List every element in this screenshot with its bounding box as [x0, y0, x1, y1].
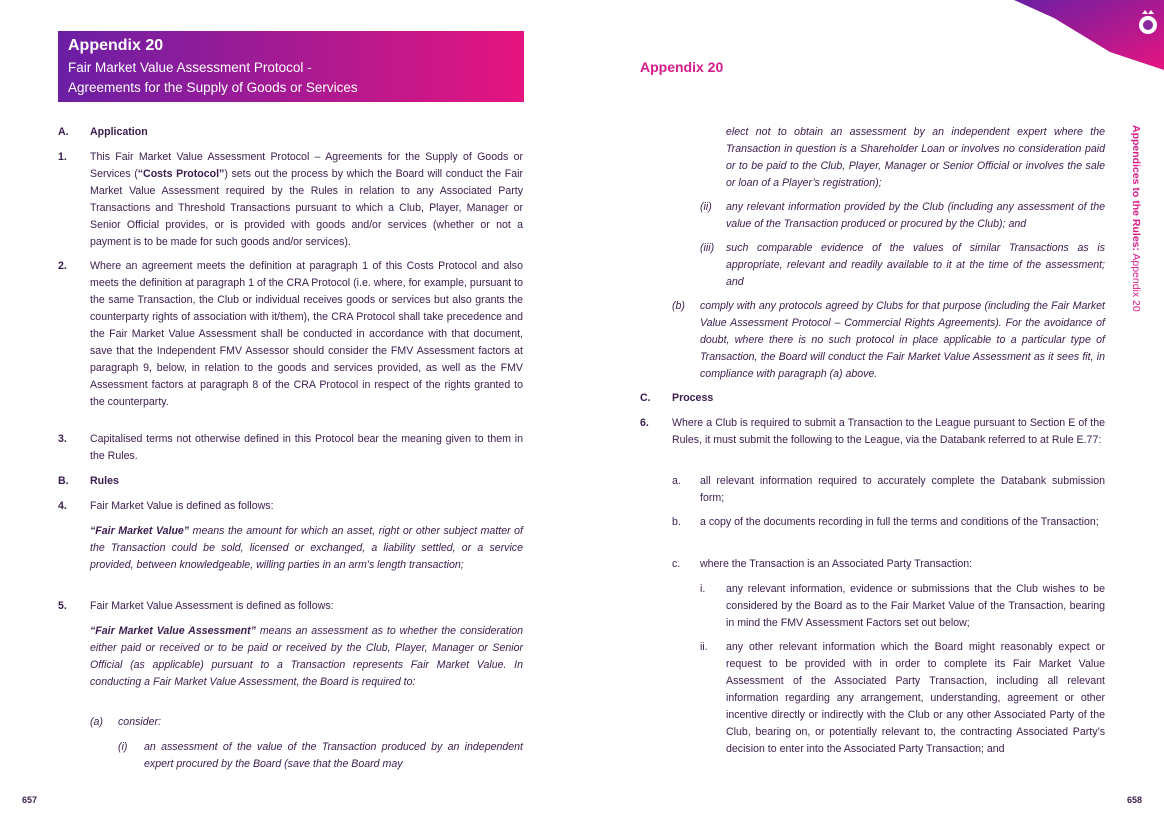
- section-c-title: Process: [672, 392, 714, 404]
- list-label-ii: (ii): [700, 201, 712, 213]
- list-text-ci: any relevant information, evidence or submissions that the Club wishes to be considered by the Board as to the Fair Market Value of the Transaction, bearing in mind the FMV Assessment Factors set out below;: [726, 583, 1105, 629]
- list-label-a: (a): [90, 716, 103, 728]
- section-b-label: B.: [58, 475, 69, 487]
- header-title: Appendix 20: [68, 37, 164, 54]
- list-text-ii: any relevant information provided by the Club (including any assessment of the value of the Transaction produced or procured by the Club); and: [726, 201, 1105, 230]
- paragraph-number: 4.: [58, 500, 67, 512]
- section-c-label: C.: [640, 392, 651, 404]
- definition-fmv-assessment: “Fair Market Value Assessment” means an assessment as to whether the consideration either paid or received or to be paid or received by the Club, Player, Manager or Senior Official (as applicable) pursuant to a Transaction represents Fair Market Value. In conducting a Fair Market Value Assessment, the Board is required to:: [90, 625, 523, 688]
- paragraph-number: 2.: [58, 260, 67, 272]
- paragraph-4: Fair Market Value is defined as follows:: [90, 500, 274, 512]
- list-label-a: a.: [672, 475, 681, 487]
- list-text-c: where the Transaction is an Associated Party Transaction:: [700, 558, 973, 570]
- list-text-a: all relevant information required to accurately complete the Databank submission form;: [700, 475, 1105, 504]
- list-label-b: b.: [672, 516, 681, 528]
- right-page-title: Appendix 20: [640, 59, 724, 75]
- list-label-c: c.: [672, 558, 681, 570]
- section-a-label: A.: [58, 126, 69, 138]
- definition-fair-market-value: “Fair Market Value” means the amount for which an asset, right or other subject matter of the Transaction could be sold, licensed or exchanged, a liability settled, or a service provided, between knowledgeable, willing parties in an arm’s length transaction;: [90, 525, 523, 571]
- paragraph-2: Where an agreement meets the definition at paragraph 1 of this Costs Protocol and also meets the definition at paragraph 1 of the CRA Protocol (i.e. where, for example, pursuant to the same Transaction, the Club or individual receives goods or services but also grants the counterparty rights of association with it/them), the CRA Protocol shall take precedence and the Fair Market Value Assessment shall be conducted in accordance with that document, save that the Independent FMV Assessor should consider the FMV Assessment factors at paragraph 9, below, in relation to the goods and services provided, as well as the FMV Assessment factors at paragraph 8 of the CRA Protocol in respect of the rights granted to the counterparty.: [90, 260, 523, 408]
- list-text-i: an assessment of the value of the Transaction produced by an independent expert procured by the Board (save that the Board may: [144, 741, 523, 770]
- appendix-header-box: [58, 31, 524, 102]
- paragraph-number: 6.: [640, 417, 649, 429]
- page-number-right: 658: [1127, 795, 1143, 805]
- header-subtitle: Fair Market Value Assessment Protocol - Agreements for the Supply of Goods or Services: [68, 60, 358, 95]
- list-label-b: (b): [672, 300, 685, 312]
- paragraph-number: 1.: [58, 151, 67, 163]
- list-label-ci: i.: [700, 583, 706, 595]
- paragraph-6: Where a Club is required to submit a Transaction to the League pursuant to Section E of the Rules, it must submit the following to the League, via the Databank referred to at Rule E.77:: [672, 417, 1105, 446]
- paragraph-5: Fair Market Value Assessment is defined as follows:: [90, 600, 334, 612]
- page-number-left: 657: [22, 795, 38, 805]
- list-text-a: consider:: [118, 716, 161, 728]
- paragraph-number: 5.: [58, 600, 67, 612]
- paragraph-1: This Fair Market Value Assessment Protocol – Agreements for the Supply of Goods or Services (“Costs Protocol”) sets out the process by which the Board will conduct the Fair Market Value Assessment required by the Rules in relation to any Associated Party Transactions and Threshold Transactions pursuant to which a Club, Player, Manager or Senior Official provides, or is provided with goods and/or services (whether or not a payment is to be made for such goods and/or services).: [90, 151, 524, 248]
- list-text-b: a copy of the documents recording in full the terms and conditions of the Transaction;: [700, 516, 1099, 528]
- paragraph-number: 3.: [58, 433, 67, 445]
- paragraph-3: Capitalised terms not otherwise defined in this Protocol bear the meaning given to them in the Rules.: [90, 433, 523, 462]
- section-b-title: Rules: [90, 475, 119, 487]
- section-a-title: Application: [90, 126, 148, 138]
- list-text-iii: such comparable evidence of the values of similar Transactions as is appropriate, relevant and readily available to it at the time of the assessment; and: [726, 242, 1105, 288]
- list-text-b: comply with any protocols agreed by Clubs for that purpose (including the Fair Market Value Assessment Protocol – Commercial Rights Agreements). For the avoidance of doubt, where there is no such protocol in place applicable to a particular type of Transaction, the Board will conduct the Fair Market Value Assessment as it sees fit, in compliance with paragraph (a) above.: [700, 300, 1105, 380]
- corner-banner: [1014, 0, 1164, 70]
- list-label-i: (i): [118, 741, 128, 753]
- list-label-iii: (iii): [700, 242, 715, 254]
- side-tab: Appendices to the Rules: Appendix 20: [1130, 125, 1142, 312]
- continued-text: elect not to obtain an assessment by an independent expert where the Transaction in question is a Shareholder Loan or involves no consideration paid or to be paid to the Club, Player, Manager or Senior Official or involves the sale or loan of a Player’s registration);: [726, 126, 1105, 189]
- list-text-cii: any other relevant information which the Board might reasonably expect or request to be provided with in order to complete its Fair Market Value Assessment of the Associated Party Transaction, including all relevant information regarding any arrangement, understanding, agreement or other incentive directly or indirectly with the Club or any other Associated Party of the Club, bearing on, or potentially relevant to, the contracting Associated Party’s decision to enter into the Associated Party Transaction; and: [726, 641, 1105, 755]
- list-label-cii: ii.: [700, 641, 708, 653]
